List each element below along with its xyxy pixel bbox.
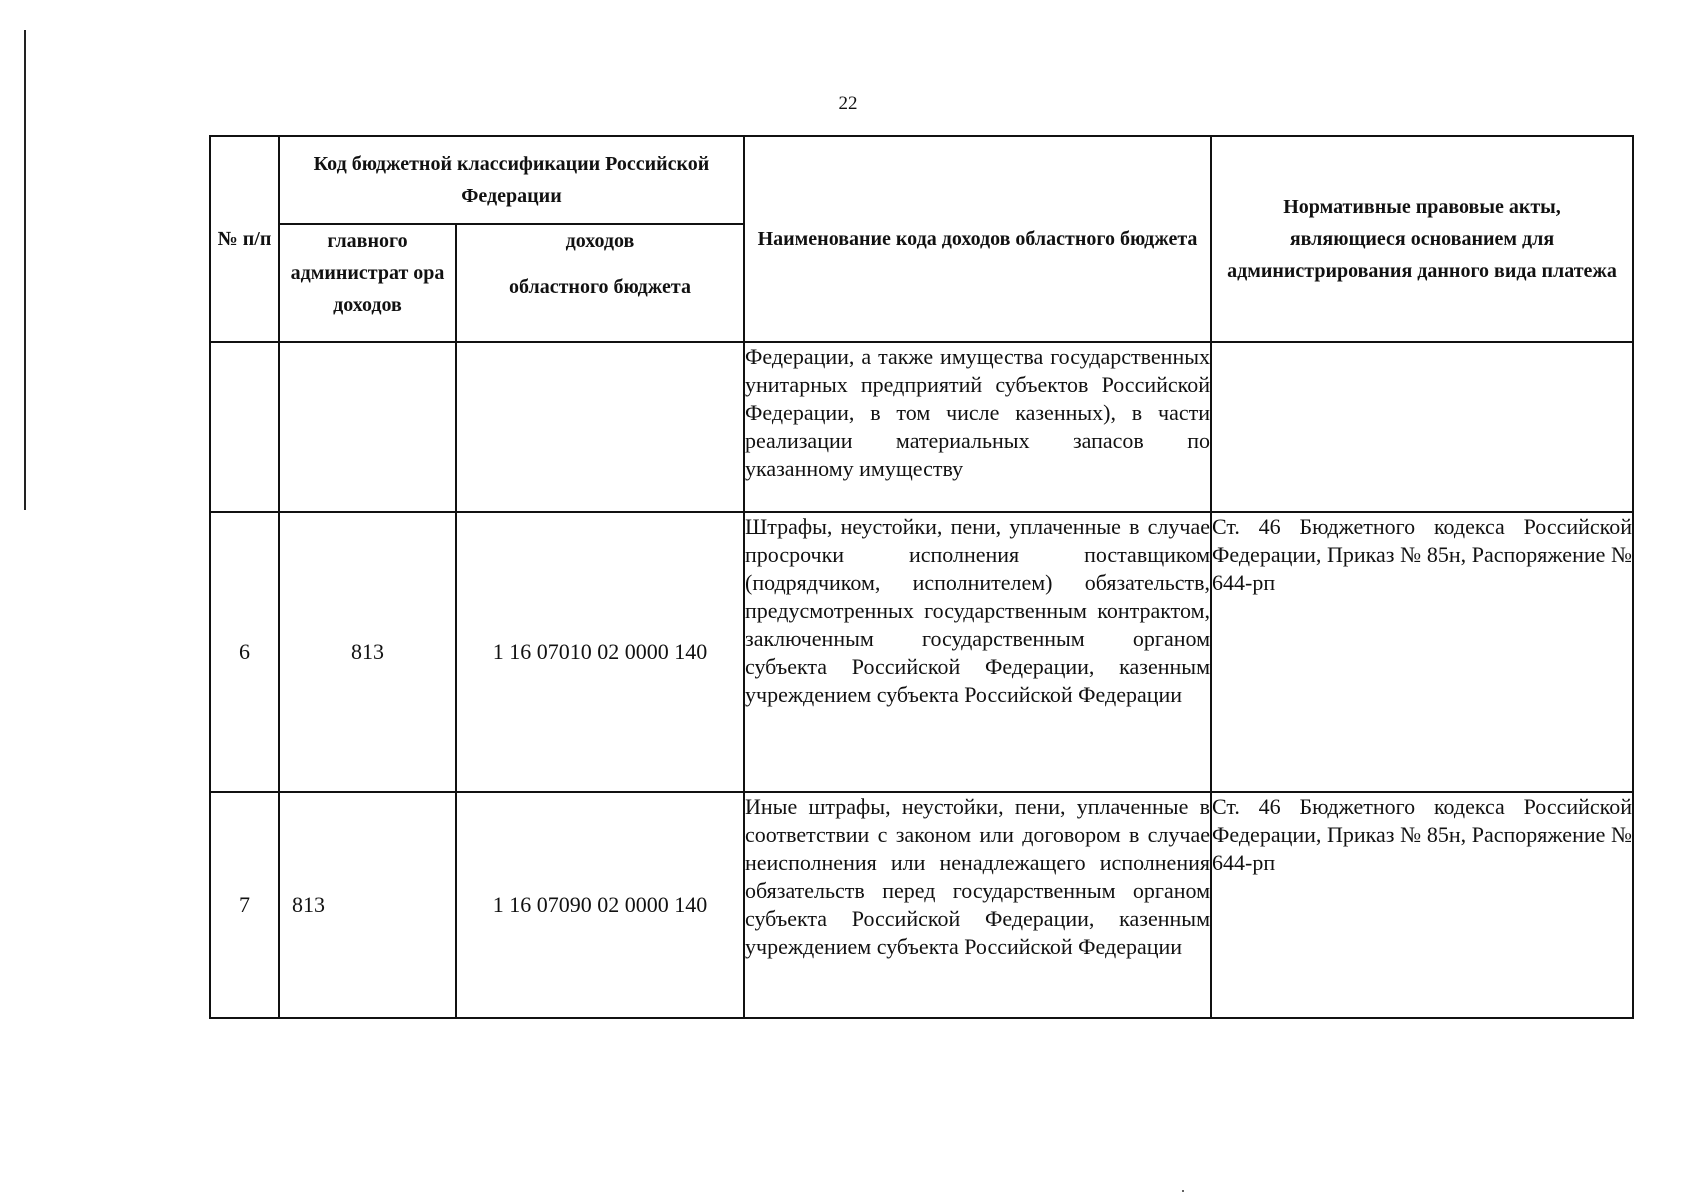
header-code	[456, 224, 744, 342]
cell-code-empty	[456, 342, 744, 512]
cell-num-empty	[210, 342, 279, 512]
header-code-line2: областного бюджета	[509, 276, 691, 298]
header-row-top	[210, 136, 1633, 224]
header-name: Наименование кода доходов областного бюджета	[744, 136, 1211, 342]
cell-admin-empty	[279, 342, 456, 512]
cell-name-continuation: Федерации, а также имущества государственных унитарных предприятий субъектов Российской Федерации, в том числе казенных), в части реализации материальных запасов по указанному имуществу	[744, 342, 1211, 512]
cell-income-code: 1 16 07010 02 0000 140	[456, 512, 744, 792]
income-codes-table	[209, 135, 1634, 1019]
cell-num: 7	[210, 792, 279, 1018]
header-acts: Нормативные правовые акты, являющиеся основанием для администрирования данного вида платежа	[1211, 136, 1633, 342]
header-code-line1: доходов	[565, 230, 635, 252]
cell-admin-code: 813	[279, 792, 456, 1018]
cell-num: 6	[210, 512, 279, 792]
table-row	[210, 512, 1633, 792]
cell-income-code: 1 16 07090 02 0000 140	[456, 792, 744, 1018]
cell-legal-acts: Ст. 46 Бюджетного кодекса Российской Федерации, Приказ № 85н, Распоряжение № 644-рп	[1211, 792, 1633, 1018]
table-row-continuation	[210, 342, 1633, 512]
header-admin: главного администрат ора доходов	[279, 224, 456, 342]
cell-legal-acts: Ст. 46 Бюджетного кодекса Российской Федерации, Приказ № 85н, Распоряжение № 644-рп	[1211, 512, 1633, 792]
page-number: 22	[838, 93, 858, 114]
cell-income-name: Иные штрафы, неустойки, пени, уплаченные в соответствии с законом или договором в случае неисполнения или ненадлежащего исполнения обязательств перед государственным органом субъекта Российской Федерации, казенным учреждением субъекта Российской Федерации	[744, 792, 1211, 1018]
table-row	[210, 792, 1633, 1018]
cell-income-name: Штрафы, неустойки, пени, уплаченные в случае просрочки исполнения поставщиком (подрядчиком, исполнителем) обязательств, предусмотренных государственным контрактом, заключенным государственным органом субъекта Российской Федерации, казенным учреждением субъекта Российской Федерации	[744, 512, 1211, 792]
header-kbk-group: Код бюджетной классификации Российской Федерации	[279, 136, 744, 224]
scan-dot	[1182, 1190, 1184, 1192]
cell-acts-empty	[1211, 342, 1633, 512]
header-num: № п/п	[210, 136, 279, 342]
cell-admin-code: 813	[279, 512, 456, 792]
